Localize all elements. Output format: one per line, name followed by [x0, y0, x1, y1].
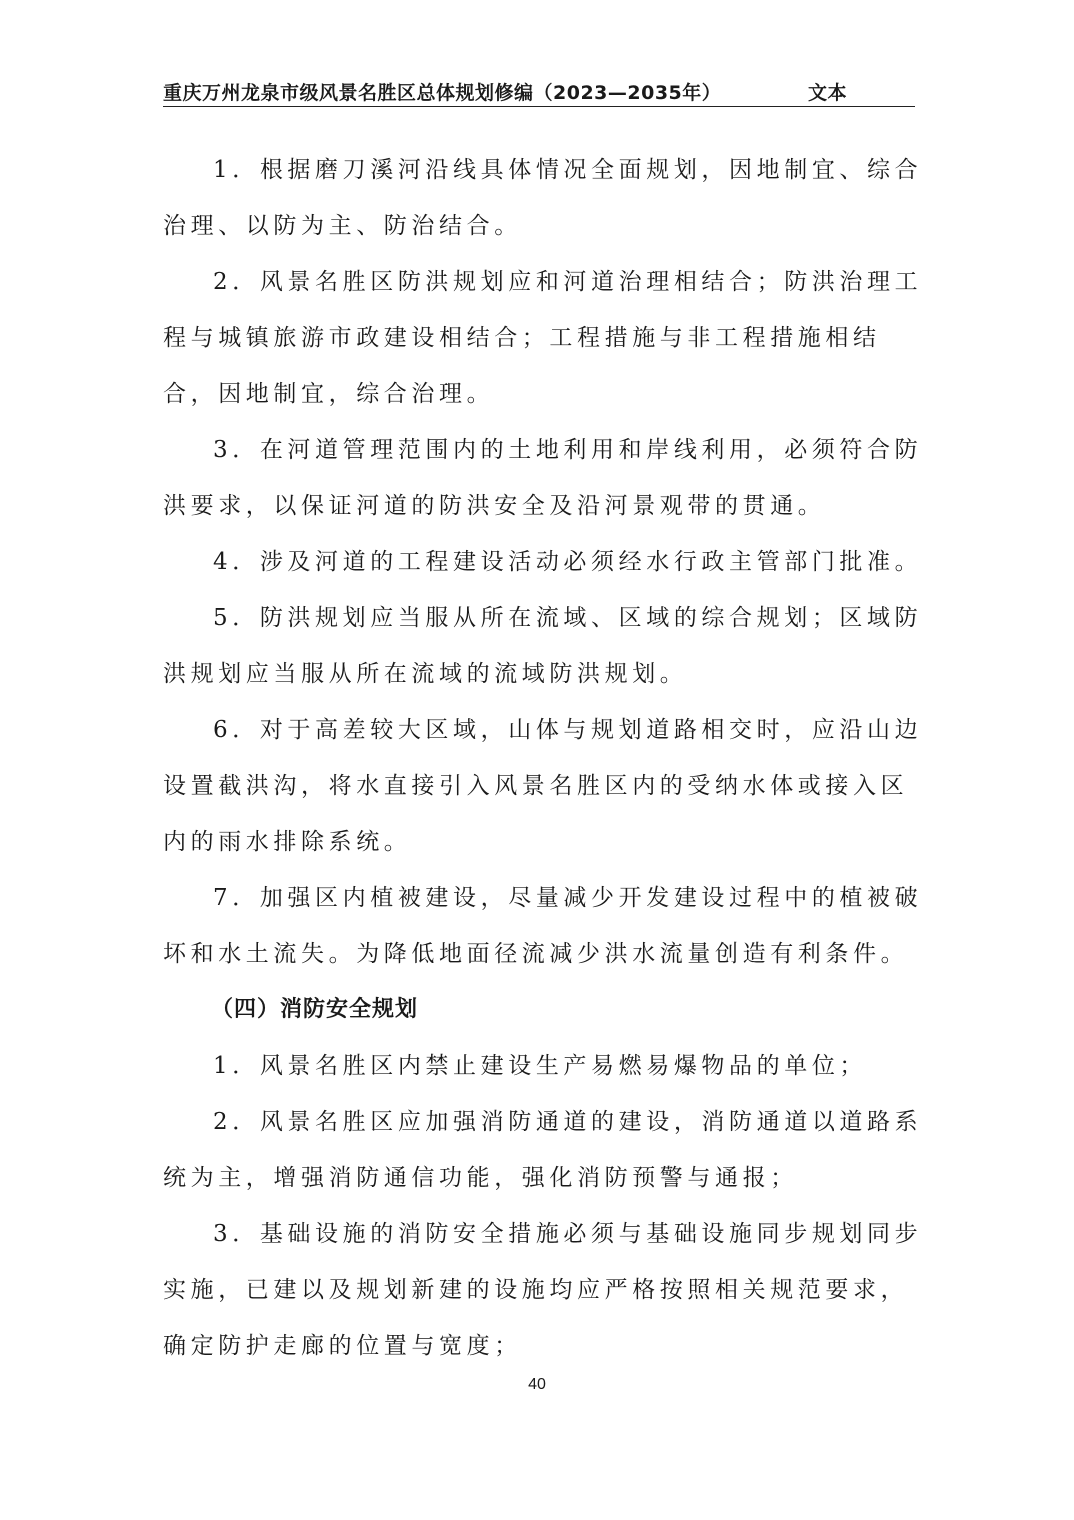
flood-item-5: 5．防洪规划应当服从所在流域、区域的综合规划；区域防洪规划应当服从所在流域的流域防洪规划。 [163, 605, 923, 687]
document-type-label: 文本 [808, 82, 848, 104]
fire-item-1: 1．风景名胜区内禁止建设生产易燃易爆物品的单位； [213, 1053, 868, 1079]
page-number: 40 [528, 1376, 546, 1393]
page-header [163, 76, 915, 107]
flood-item-4: 4．涉及河道的工程建设活动必须经水行政主管部门批准。 [213, 549, 923, 575]
flood-item-1: 1．根据磨刀溪河沿线具体情况全面规划，因地制宜、综合治理、以防为主、防治结合。 [163, 157, 923, 239]
flood-item-7: 7．加强区内植被建设，尽量减少开发建设过程中的植被破坏和水土流失。为降低地面径流减少洪水流量创造有利条件。 [163, 885, 923, 967]
page-body [163, 142, 923, 1374]
flood-item-6: 6．对于高差较大区域，山体与规划道路相交时，应沿山边设置截洪沟，将水直接引入风景名胜区内的受纳水体或接入区内的雨水排除系统。 [163, 717, 923, 855]
section-heading-fire-safety: （四）消防安全规划 [211, 997, 419, 1022]
flood-item-2: 2．风景名胜区防洪规划应和河道治理相结合；防洪治理工程与城镇旅游市政建设相结合；工程措施与非工程措施相结合，因地制宜，综合治理。 [163, 269, 923, 407]
fire-item-3: 3．基础设施的消防安全措施必须与基础设施同步规划同步实施，已建以及规划新建的设施均应严格按照相关规范要求，确定防护走廊的位置与宽度； [163, 1221, 923, 1359]
fire-item-2: 2．风景名胜区应加强消防通道的建设，消防通道以道路系统为主，增强消防通信功能，强化消防预警与通报； [163, 1109, 923, 1191]
flood-item-3: 3．在河道管理范围内的土地利用和岸线利用，必须符合防洪要求，以保证河道的防洪安全及沿河景观带的贯通。 [163, 437, 923, 519]
document-title: 重庆万州龙泉市级风景名胜区总体规划修编（2023—2035年） [163, 82, 722, 104]
